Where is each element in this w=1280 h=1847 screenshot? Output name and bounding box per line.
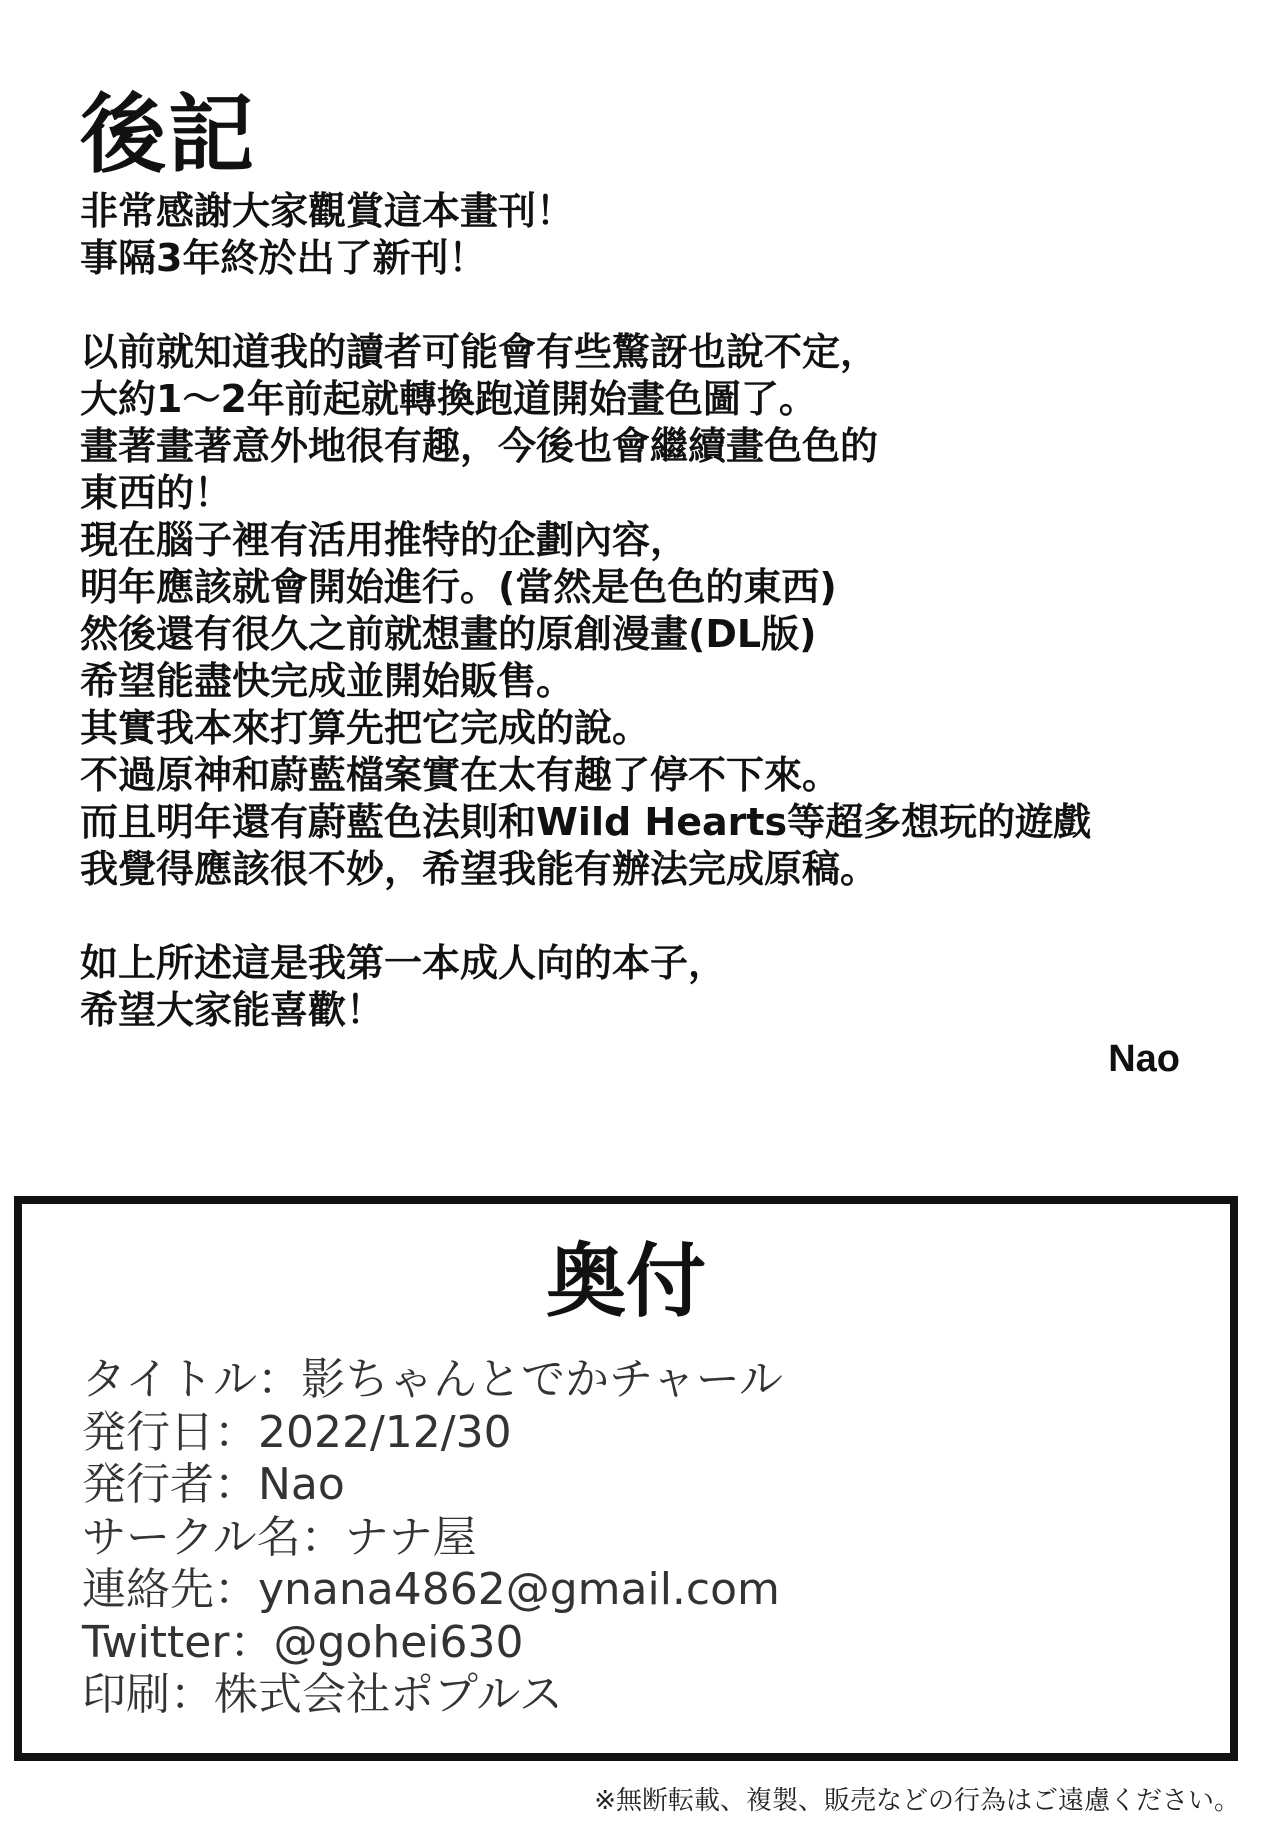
- afterword-line: 非常感謝大家觀賞這本畫刊！: [80, 189, 575, 233]
- paragraph-gap: [80, 282, 1180, 329]
- afterword-line: 而且明年還有蔚藍色法則和Wild Hearts等超多想玩的遊戲: [80, 800, 1092, 844]
- colophon-title: 奥付: [546, 1235, 706, 1328]
- afterword-line: 東西的！: [80, 471, 233, 515]
- colophon-contact-row: 連絡先：ynana4862@gmail.com: [82, 1564, 780, 1615]
- colophon-twitter-row: Twitter：@gohei630: [82, 1616, 524, 1668]
- colophon-box: [14, 1196, 1238, 1761]
- copyright-notice: ※無断転載、複製、販売などの行為はご遠慮ください。: [594, 1786, 1240, 1816]
- afterword-line: 希望大家能喜歡！: [80, 988, 385, 1032]
- afterword-line: 不過原神和蔚藍檔案實在太有趣了停不下來。: [80, 753, 841, 797]
- colophon-date-row: 発行日：2022/12/30: [82, 1406, 512, 1458]
- colophon-list: [82, 1354, 783, 1722]
- afterword-line: 事隔3年終於出了新刊！: [80, 236, 487, 280]
- afterword-line: 現在腦子裡有活用推特的企劃內容，: [80, 518, 689, 562]
- afterword-line: 其實我本來打算先把它完成的說。: [80, 706, 651, 750]
- afterword-body: [80, 188, 1180, 1034]
- afterword-line: 以前就知道我的讀者可能會有些驚訝也說不定，: [80, 330, 879, 374]
- afterword-line: 如上所述這是我第一本成人向的本子，: [80, 941, 727, 985]
- afterword-line: 大約1～2年前起就轉換跑道開始畫色圖了。: [80, 377, 817, 421]
- afterword-line: 畫著畫著意外地很有趣，今後也會繼續畫色色的: [80, 424, 879, 468]
- afterword-line: 然後還有很久之前就想畫的原創漫畫(DL版): [80, 612, 817, 656]
- afterword-line: 我覺得應該很不妙，希望我能有辦法完成原稿。: [80, 847, 879, 891]
- colophon-circle-row: サークル名：ナナ屋: [82, 1511, 477, 1563]
- afterword-line: 明年應該就會開始進行。(當然是色色的東西): [80, 565, 837, 609]
- colophon-publisher-row: 発行者：Nao: [82, 1459, 345, 1510]
- colophon-printer-row: 印刷：株式会社ポプルス: [82, 1669, 563, 1720]
- colophon-title-row: タイトル：影ちゃんとでかチャール: [82, 1354, 783, 1405]
- afterword-title: 後記: [80, 85, 256, 185]
- paragraph-gap: [80, 893, 1180, 940]
- afterword-line: 希望能盡快完成並開始販售。: [80, 659, 575, 703]
- author-signature: Nao: [1108, 1038, 1180, 1080]
